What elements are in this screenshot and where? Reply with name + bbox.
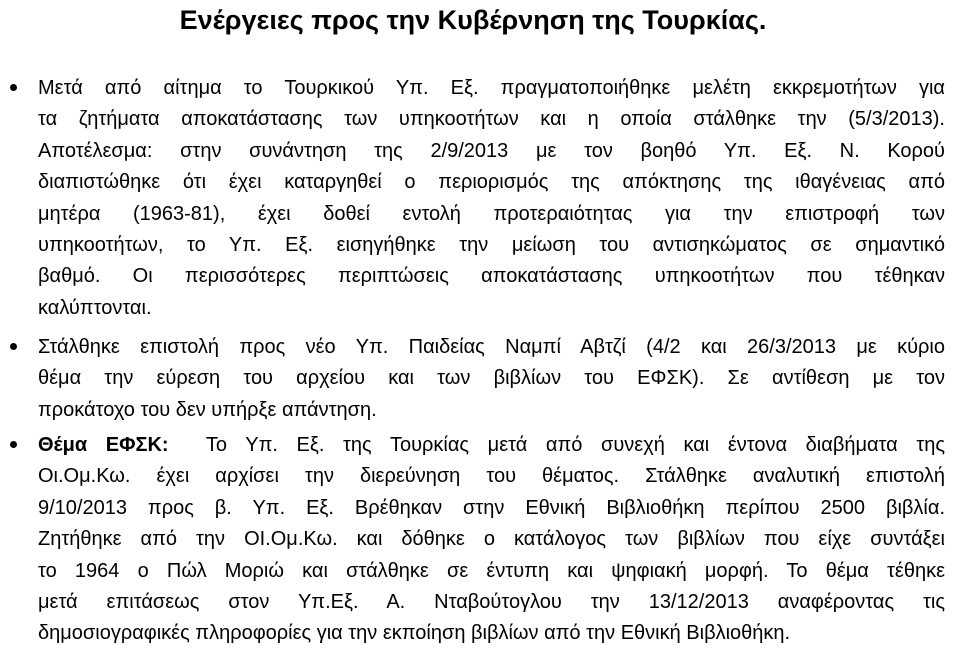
bullet-icon: [10, 441, 17, 448]
bullet-text-line: θέμα την εύρεση του αρχείου και των βιβλίων του ΕΦΣΚ). Σε αντίθεση με τον: [38, 367, 945, 390]
bullet-text-line: Ζητήθηκε από την ΟΙ.Ομ.Κω. και δόθηκε ο κατάλογος των βιβλίων που είχε συντάξει: [38, 528, 945, 551]
bullet-text-line: προκάτοχο του δεν υπήρξε απάντηση.: [38, 398, 377, 421]
bullet-text-line: τα ζητήματα αποκατάστασης των υπηκοοτήτων και η οποία στάλθηκε την (5/3/2013).: [38, 108, 945, 131]
bullet-text-line: 9/10/2013 προς β. Υπ. Εξ. Βρέθηκαν στην Εθνική Βιβλιοθήκη περίπου 2500 βιβλία.: [38, 496, 945, 519]
bullet-text-line: δημοσιογραφικές πληροφορίες για την εκποίηση βιβλίων από την Εθνική Βιβλιοθήκη.: [38, 622, 791, 645]
bullet-item-turkish-ministry-study: [38, 73, 945, 324]
topic-label: Θέμα ΕΦΣΚ:: [38, 434, 169, 456]
bullet-text-line: Οι.Ομ.Κω. έχει αρχίσει την διερεύνηση του θέματος. Στάλθηκε αναλυτική επιστολή: [38, 465, 945, 488]
bullet-text-line: βαθμό. Οι περισσότερες περιπτώσεις αποκατάστασης υπηκοοτήτων που τέθηκαν: [38, 265, 945, 288]
bullet-first-line: [38, 430, 945, 461]
bullet-text-line: μητέρα (1963-81), έχει δοθεί εντολή προτεραιότητας για την επιστροφή των: [38, 202, 945, 225]
bullet-text-line: Αποτέλεσμα: στην συνάντηση της 2/9/2013 με τον βοηθό Υπ. Εξ. Ν. Κορού: [38, 139, 945, 162]
bullet-item-education-minister-letter: [38, 332, 945, 426]
bullet-icon: [10, 343, 17, 350]
bullet-text-line: το 1964 ο Πώλ Μοριώ και στάλθηκε σε έντυπη και ψηφιακή μορφή. Το θέμα τέθηκε: [38, 559, 945, 582]
bullet-text-line: διαπιστώθηκε ότι έχει καταργηθεί ο περιορισμός της απόκτησης της ιθαγένειας από: [38, 171, 945, 194]
bullet-text-line: μετά επιτάσεως στον Υπ.Εξ. Α. Νταβούτογλου την 13/12/2013 αναφέροντας τις: [38, 590, 945, 613]
slide-title: Ενέργειες προς την Κυβέρνηση της Τουρκίας.: [179, 5, 767, 35]
bullet-text-line: υπηκοοτήτων, το Υπ. Εξ. εισηγήθηκε την μείωση του αντισηκώματος σε σημαντικό: [38, 233, 945, 256]
bullet-item-efsk-topic: [38, 430, 945, 650]
bullet-icon: [10, 84, 17, 91]
bullet-text-line: καλύπτονται.: [38, 296, 152, 319]
bullet-text: Το Υπ. Εξ. της Τουρκίας μετά από συνεχή και έντονα διαβήματα της: [205, 434, 945, 456]
bullet-text-line: Στάλθηκε επιστολή προς νέο Υπ. Παιδείας Ναμπί Αβτζί (4/2 και 26/3/2013 με κύριο: [38, 336, 945, 358]
bullet-text-line: Μετά από αίτημα το Τουρκικού Υπ. Εξ. πραγματοποιήθηκε μελέτη εκκρεμοτήτων για: [38, 77, 945, 99]
